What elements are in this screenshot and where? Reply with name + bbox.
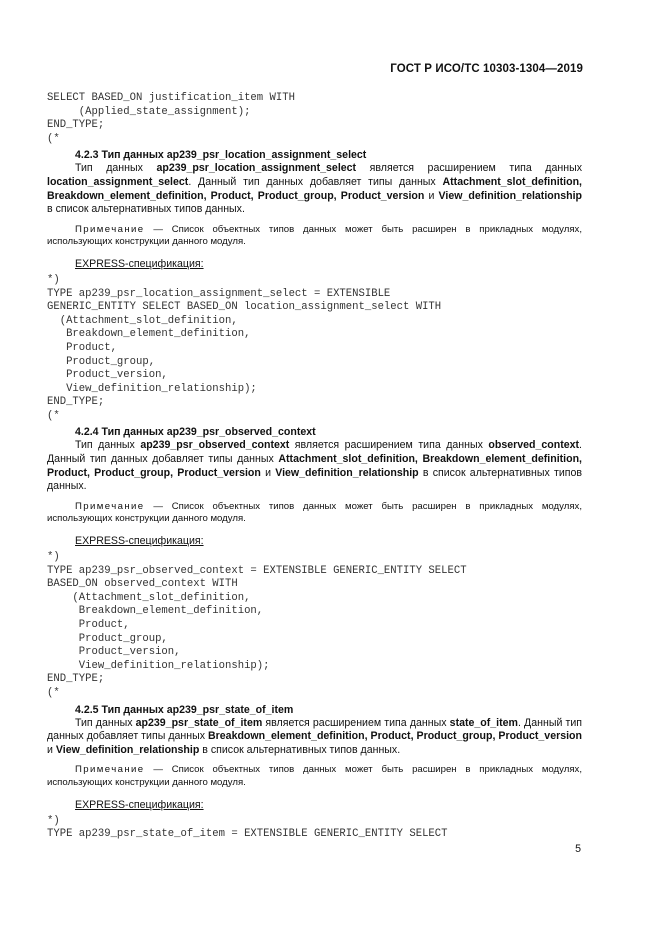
section-heading-4-2-4: 4.2.4 Тип данных ap239_psr_observed_context: [75, 426, 316, 439]
code-block-4-2-3: *) TYPE ap239_psr_location_assignment_select = EXTENSIBLE GENERIC_ENTITY SELECT BASED_ON location_assignment_select WITH (Attachment_slot_definition, Breakdown_element_definition, Product, Product_group, Product_version, View_definition_relationship); END_TYPE; (*: [47, 273, 442, 422]
note-4-2-4: Примечание — Список объектных типов данных может быть расширен в прикладных модулях, использующих конструкции данного модуля.: [47, 500, 582, 525]
code-line: SELECT BASED_ON justification_item WITH: [47, 92, 295, 104]
section-heading-4-2-3: 4.2.3 Тип данных ap239_psr_location_assignment_select: [75, 149, 367, 162]
code-line: (*: [47, 132, 60, 145]
code-line: END_TYPE;: [47, 119, 105, 132]
note-4-2-3: Примечание — Список объектных типов данных может быть расширен в прикладных модулях, использующих конструкции данного модуля.: [47, 223, 582, 248]
code-block-top: [47, 92, 582, 146]
code-line: (Applied_state_assignment);: [47, 105, 251, 118]
note-4-2-5: Примечание — Список объектных типов данных может быть расширен в прикладных модулях, использующих конструкции данного модуля.: [47, 764, 582, 788]
section-paragraph-4-2-4: Тип данных ap239_psr_observed_context является расширением типа данных observed_context. Данный тип данных добавляет типы данных Attachment_slot_definition, Breakdown_element_definition, Product, Product_group, Product_version и View_definition_relationship в список альтернативных типов данных.: [47, 439, 582, 493]
code-block-4-2-5: *) TYPE ap239_psr_state_of_item = EXTENSIBLE GENERIC_ENTITY SELECT: [47, 814, 448, 841]
page-content: [47, 92, 582, 842]
section-heading-4-2-5: 4.2.5 Тип данных ap239_psr_state_of_item: [75, 703, 294, 716]
document-header: ГОСТ Р ИСО/ТС 10303-1304—2019: [390, 63, 583, 75]
express-spec-label-4-2-5: EXPRESS-спецификация:: [75, 798, 204, 811]
express-spec-label-4-2-4: EXPRESS-спецификация:: [75, 535, 204, 548]
express-spec-label-4-2-3: EXPRESS-спецификация:: [75, 257, 204, 270]
section-paragraph-4-2-3: Тип данных ap239_psr_location_assignment_select является расширением типа данных location_assignment_select. Данный тип данных добавляет типы данных Attachment_slot_definition, Breakdown_element_definition, Product, Product_group, Product_version и View_definition_relationship в список альтернативных типов данных.: [47, 162, 582, 216]
page-number: 5: [575, 843, 581, 855]
code-block-4-2-4: *) TYPE ap239_psr_observed_context = EXTENSIBLE GENERIC_ENTITY SELECT BASED_ON observed_context WITH (Attachment_slot_definition, Breakdown_element_definition, Product, Product_group, Product_version, View_definition_relationship); END_TYPE; (*: [47, 551, 467, 699]
section-paragraph-4-2-5: Тип данных ap239_psr_state_of_item является расширением типа данных state_of_item. Данный тип данных добавляет типы данных Breakdown_element_definition, Product, Product_group, Product_version и View_definition_relationship в список альтернативных типов данных.: [47, 716, 583, 756]
